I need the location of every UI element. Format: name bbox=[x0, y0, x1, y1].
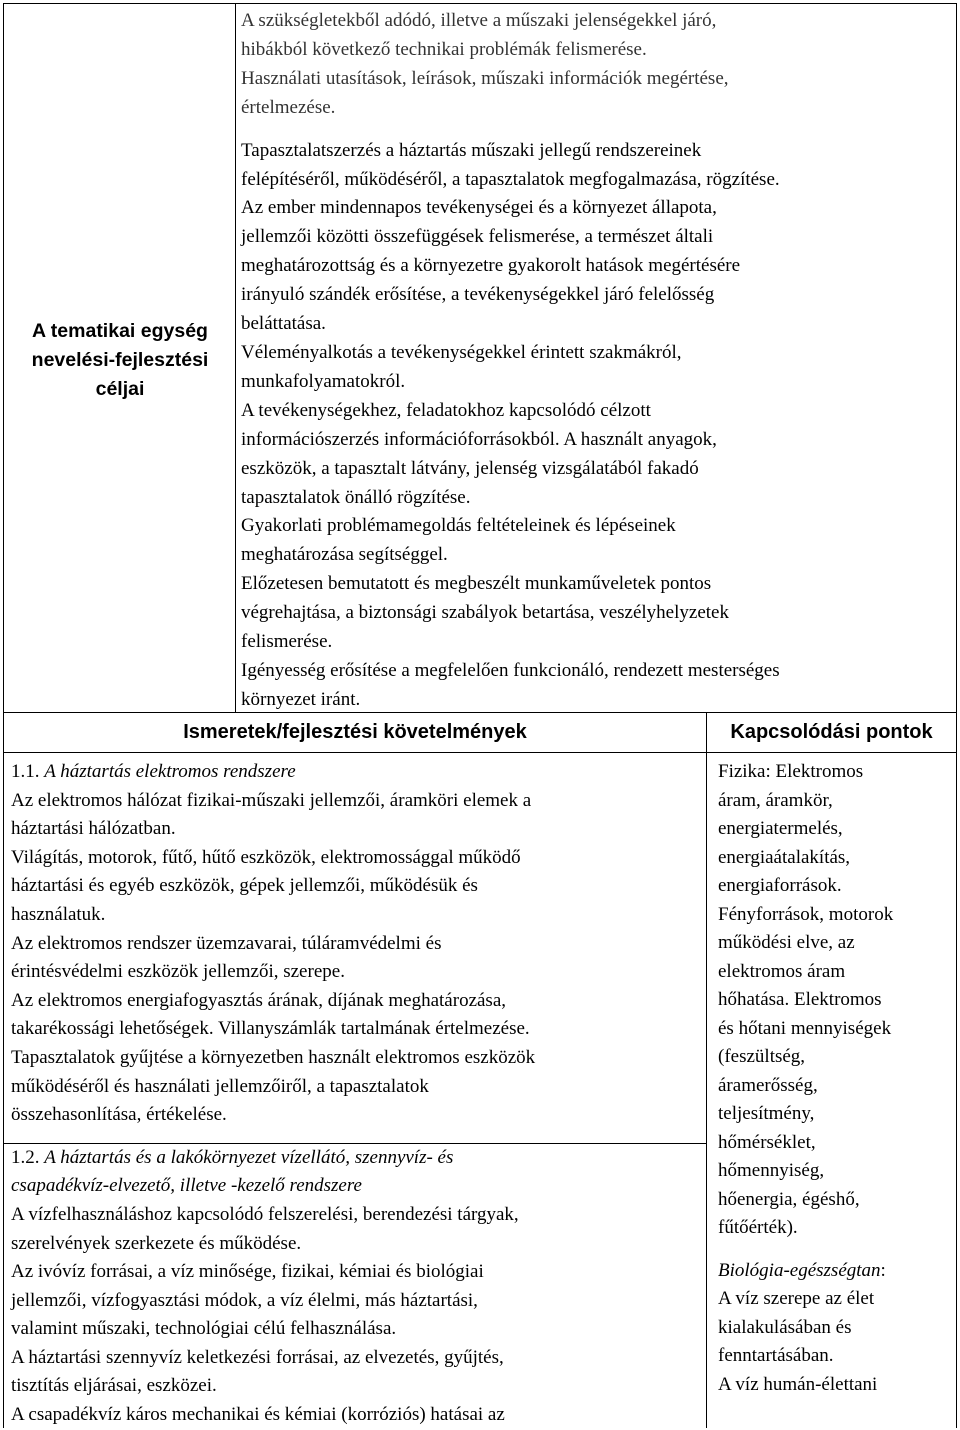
goals-line: A tevékenységekhez, feladatokhoz kapcsolódó célzott bbox=[241, 399, 651, 421]
requirement-line: használatuk. bbox=[11, 903, 106, 925]
table-left-border bbox=[3, 3, 4, 1428]
section-1-2 bbox=[11, 1144, 705, 1430]
table-right-border bbox=[956, 3, 957, 1428]
section-number: 1.1. bbox=[11, 761, 40, 782]
goals-label-line: A tematikai egység bbox=[32, 320, 208, 342]
connection-line: hőhatása. Elektromos bbox=[718, 989, 882, 1010]
goals-line: munkafolyamatokról. bbox=[241, 370, 406, 392]
goals-line: Az ember mindennapos tevékenységei és a környezet állapota, bbox=[241, 197, 717, 219]
requirement-line: jellemzői, vízfogyasztási módok, a víz élelmi, más háztartási, bbox=[11, 1289, 478, 1311]
connection-line: hőmérséklet, bbox=[718, 1131, 816, 1153]
goals-line: tapasztalatok önálló rögzítése. bbox=[241, 486, 471, 508]
goals-line: Előzetesen bemutatott és megbeszélt munkaműveletek pontos bbox=[241, 573, 712, 595]
header-bottom-border bbox=[3, 752, 957, 753]
connections-cell bbox=[718, 758, 953, 1399]
goals-line: meghatározása segítséggel. bbox=[241, 544, 448, 566]
requirement-line: takarékossági lehetőségek. Villanyszámlák tartalmának értelmezése. bbox=[11, 1018, 530, 1040]
requirement-line: érintésvédelmi eszközök jellemzői, szerepe. bbox=[11, 961, 345, 983]
goals-label bbox=[32, 317, 209, 404]
requirement-line: Az elektromos rendszer üzemzavarai, túláramvédelmi és bbox=[11, 932, 442, 954]
goals-label-cell bbox=[9, 9, 231, 712]
goals-line: hibákból következő technikai problémák felismerése. bbox=[241, 38, 647, 60]
goals-line: végrehajtása, a biztonsági szabályok betartása, veszélyhelyzetek bbox=[241, 602, 729, 624]
requirements-cell bbox=[11, 758, 705, 1430]
goals-label-line: céljai bbox=[95, 378, 145, 400]
goals-line: értelmezése. bbox=[241, 96, 336, 118]
goals-line: Tapasztalatszerzés a háztartás műszaki jellegű rendszereinek bbox=[241, 139, 702, 161]
connection-line: működési elve, az bbox=[718, 932, 855, 953]
goals-line: felismerése. bbox=[241, 631, 333, 653]
requirement-line: A háztartási szennyvíz keletkezési forrásai, az elvezetés, gyűjtés, bbox=[11, 1346, 504, 1368]
requirement-line: háztartási és egyéb eszközök, gépek jellemzői, működésük és bbox=[11, 875, 478, 897]
requirement-line: háztartási hálózatban. bbox=[11, 818, 176, 840]
biology-connections bbox=[718, 1257, 953, 1400]
goals-line: eszközök, a tapasztalt látvány, jelenség vizsgálatából fakadó bbox=[241, 457, 699, 479]
requirement-line: összehasonlítása, értékelése. bbox=[11, 1104, 227, 1126]
requirement-line: Világítás, motorok, fűtő, hűtő eszközök, elektromossággal működő bbox=[11, 846, 521, 868]
section-title: A háztartás elektromos rendszere bbox=[44, 761, 296, 782]
goals-line: A szükségletekből adódó, illetve a műszaki jelenségekkel járó, bbox=[241, 10, 717, 31]
section-number: 1.2. bbox=[11, 1146, 40, 1168]
goals-line: környezet iránt. bbox=[241, 688, 361, 710]
connection-line: hőenergia, égéshő, bbox=[718, 1188, 860, 1210]
section-1-1 bbox=[11, 758, 705, 1130]
physics-connections bbox=[718, 758, 953, 1243]
section-title: csapadékvíz-elvezető, illetve -kezelő rendszere bbox=[11, 1175, 362, 1197]
connection-line: A víz humán-élettani bbox=[718, 1373, 878, 1395]
connection-line: és hőtani mennyiségek bbox=[718, 1017, 892, 1039]
goals-line: irányuló szándék erősítése, a tevékenységekkel járó felelősség bbox=[241, 284, 715, 306]
requirements-header: Ismeretek/fejlesztési követelmények bbox=[183, 721, 527, 743]
connection-line: Fizika: Elektromos bbox=[718, 761, 864, 782]
connection-line: kialakulásában és bbox=[718, 1316, 852, 1338]
requirement-line: Az ivóvíz forrásai, a víz minősége, fizikai, kémiai és biológiai bbox=[11, 1261, 484, 1283]
connection-line: áram, áramkör, bbox=[718, 789, 833, 811]
requirement-line: valamint műszaki, technológiai célú felhasználása. bbox=[11, 1318, 397, 1340]
connection-line: elektromos áram bbox=[718, 960, 846, 982]
requirement-line: A csapadékvíz káros mechanikai és kémiai (korróziós) hatásai az bbox=[11, 1404, 505, 1426]
connection-line: (feszültség, bbox=[718, 1046, 806, 1067]
connection-line: energiaátalakítás, bbox=[718, 846, 851, 868]
goals-label-line: nevelési-fejlesztési bbox=[31, 349, 209, 371]
requirement-line: tisztítás eljárásai, eszközei. bbox=[11, 1375, 217, 1397]
connections-header: Kapcsolódási pontok bbox=[730, 721, 933, 743]
goals-line: jellemzői közötti összefüggések felismerése, a természet általi bbox=[241, 226, 714, 248]
goals-line: Igényesség erősítése a megfelelően funkcionáló, rendezett mesterséges bbox=[241, 659, 780, 681]
requirement-line: szerelvények szerkezete és működése. bbox=[11, 1232, 302, 1254]
connection-line: áramerősség, bbox=[718, 1074, 818, 1096]
biology-label-colon: : bbox=[880, 1259, 886, 1281]
connection-line: fenntartásában. bbox=[718, 1345, 834, 1366]
goals-cell bbox=[241, 7, 953, 715]
connection-line: teljesítmény, bbox=[718, 1103, 815, 1124]
goals-line: Használati utasítások, leírások, műszaki információk megértése, bbox=[241, 67, 729, 89]
goals-paragraph bbox=[241, 137, 953, 715]
connection-line: energiatermelés, bbox=[718, 818, 843, 839]
requirement-line: működéséről és használati jellemzőiről, a tapasztalatok bbox=[11, 1075, 429, 1097]
goals-line: meghatározottság és a környezetre gyakorolt hatások megértésére bbox=[241, 255, 741, 277]
connections-column-divider bbox=[706, 712, 707, 1428]
connection-line: energiaforrások. bbox=[718, 875, 842, 896]
goals-paragraph bbox=[241, 7, 953, 123]
biology-label: Biológia-egészségtan bbox=[718, 1259, 881, 1281]
connection-line: fűtőérték). bbox=[718, 1217, 798, 1238]
goals-line: Véleményalkotás a tevékenységekkel érintett szakmákról, bbox=[241, 341, 682, 363]
goals-line: Gyakorlati problémamegoldás feltételeinek és lépéseinek bbox=[241, 515, 676, 537]
connection-line: Fényforrások, motorok bbox=[718, 903, 894, 925]
connection-line: A víz szerepe az élet bbox=[718, 1288, 875, 1309]
requirement-line: Az elektromos energiafogyasztás árának, díjának meghatározása, bbox=[11, 989, 507, 1011]
goals-line: felépítéséről, működéséről, a tapasztalatok megfogalmazása, rögzítése. bbox=[241, 168, 780, 190]
label-column-divider bbox=[235, 3, 236, 712]
section-title: A háztartás és a lakókörnyezet vízellátó, szennyvíz- és bbox=[44, 1146, 454, 1168]
requirement-line: A vízfelhasználáshoz kapcsolódó felszerelési, berendezési tárgyak, bbox=[11, 1203, 519, 1225]
requirement-line: Az elektromos hálózat fizikai-műszaki jellemzői, áramköri elemek a bbox=[11, 789, 532, 811]
table-top-border bbox=[3, 3, 957, 4]
goals-line: információszerzés információforrásokból. A használt anyagok, bbox=[241, 428, 717, 450]
requirement-line: Tapasztalatok gyűjtése a környezetben használt elektromos eszközök bbox=[11, 1046, 536, 1068]
connection-line: hőmennyiség, bbox=[718, 1160, 825, 1181]
goals-line: beláttatása. bbox=[241, 313, 326, 335]
